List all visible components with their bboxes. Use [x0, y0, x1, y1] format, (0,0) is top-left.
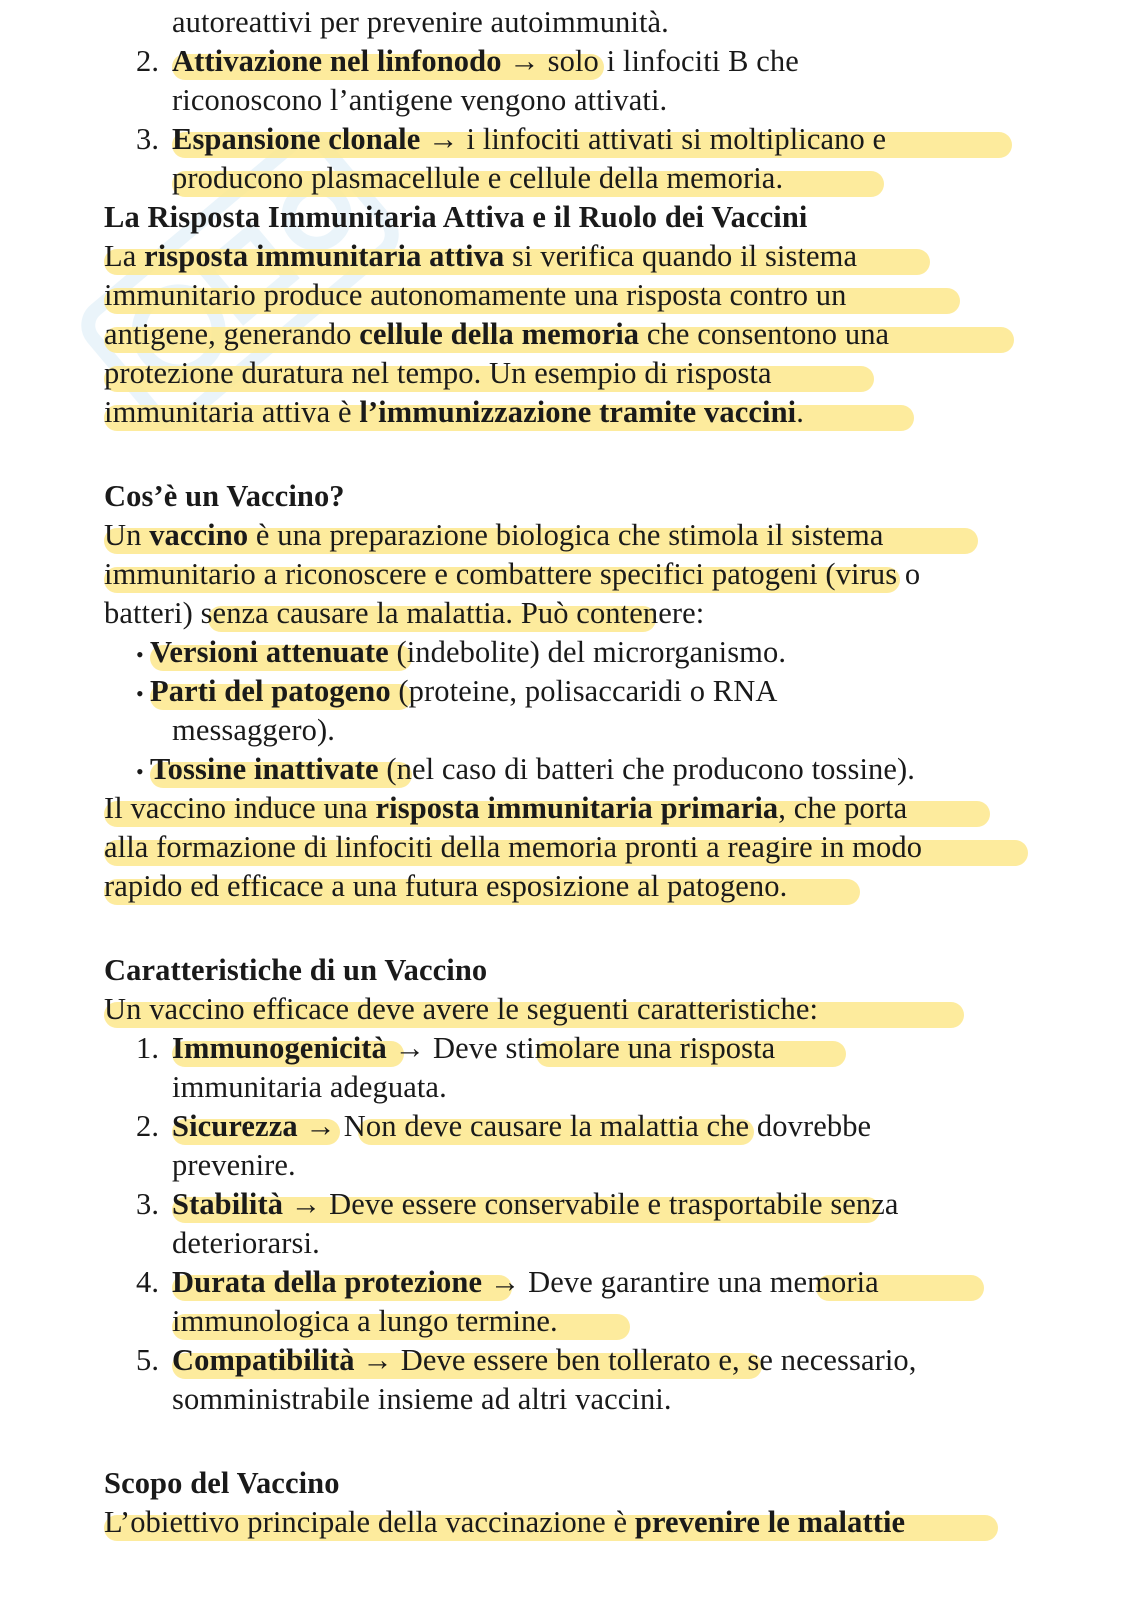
- paragraph-line: Un vaccino è una preparazione biologica che stimola il sistema: [104, 515, 883, 555]
- paragraph-line: immunitario a riconoscere e combattere specifici patogeni (virus o: [104, 557, 921, 591]
- heading-risposta-attiva: La Risposta Immunitaria Attiva e il Ruolo dei Vaccini: [104, 200, 808, 234]
- paragraph-line: La risposta immunitaria attiva si verifica quando il sistema: [104, 236, 857, 276]
- list-item-immunogenicita: 1. Immunogenicità → Deve stimolare una risposta: [136, 1028, 775, 1068]
- list-item-stabilita: 3. Stabilità → Deve essere conservabile e trasportabile senza: [136, 1187, 899, 1221]
- list-item-continuation: somministrabile insieme ad altri vaccini.: [172, 1382, 672, 1416]
- paragraph-line: antigene, generando cellule della memoria che consentono una: [104, 314, 889, 354]
- list-item-3-continuation: producono plasmacellule e cellule della memoria.: [172, 158, 783, 198]
- paragraph-line: immunitaria attiva è l’immunizzazione tramite vaccini.: [104, 392, 804, 432]
- list-item-sicurezza: 2. Sicurezza → Non deve causare la malattia che dovrebbe: [136, 1109, 872, 1143]
- paragraph-line: alla formazione di linfociti della memoria pronti a reagire in modo: [104, 827, 922, 867]
- list-item-continuation: immunologica a lungo termine.: [172, 1301, 558, 1341]
- heading-scopo: Scopo del Vaccino: [104, 1466, 340, 1500]
- list-item-3: 3. Espansione clonale → i linfociti attivati si moltiplicano e: [136, 119, 886, 159]
- paragraph-line: L’obiettivo principale della vaccinazione è prevenire le malattie: [104, 1502, 905, 1542]
- heading-cos-e-un-vaccino: Cos’è un Vaccino?: [104, 479, 345, 513]
- list-item-continuation: immunitaria adeguata.: [172, 1070, 447, 1104]
- bullet-item: • Parti del patogeno (proteine, polisaccaridi o RNA: [136, 674, 778, 708]
- list-item-2-continuation: riconoscono l’antigene vengono attivati.: [172, 83, 668, 117]
- paragraph-line: batteri) senza causare la malattia. Può contenere:: [104, 596, 705, 630]
- bullet-item: • Tossine inattivate (nel caso di batteri che producono tossine).: [136, 752, 915, 786]
- list-item-continuation: deteriorarsi.: [172, 1226, 320, 1260]
- paragraph-line: protezione duratura nel tempo. Un esempio di risposta: [104, 353, 772, 393]
- bullet-item: • Versioni attenuate (indebolite) del microrganismo.: [136, 635, 787, 669]
- paragraph-line: immunitario produce autonomamente una risposta contro un: [104, 275, 847, 315]
- paragraph-line: Un vaccino efficace deve avere le seguenti caratteristiche:: [104, 989, 818, 1029]
- bullet-item-continuation: messaggero).: [172, 713, 335, 747]
- heading-caratteristiche: Caratteristiche di un Vaccino: [104, 953, 488, 987]
- list-item-1-continuation: autoreattivi per prevenire autoimmunità.: [172, 5, 669, 39]
- list-item-2: 2. Attivazione nel linfonodo → solo i linfociti B che: [136, 44, 799, 78]
- list-item-durata: 4. Durata della protezione → Deve garantire una memoria: [136, 1262, 879, 1302]
- list-item-continuation: prevenire.: [172, 1148, 296, 1182]
- list-item-compatibilita: 5. Compatibilità → Deve essere ben tollerato e, se necessario,: [136, 1343, 917, 1377]
- paragraph-line: Il vaccino induce una risposta immunitaria primaria, che porta: [104, 788, 907, 828]
- paragraph-line: rapido ed efficace a una futura esposizione al patogeno.: [104, 866, 787, 906]
